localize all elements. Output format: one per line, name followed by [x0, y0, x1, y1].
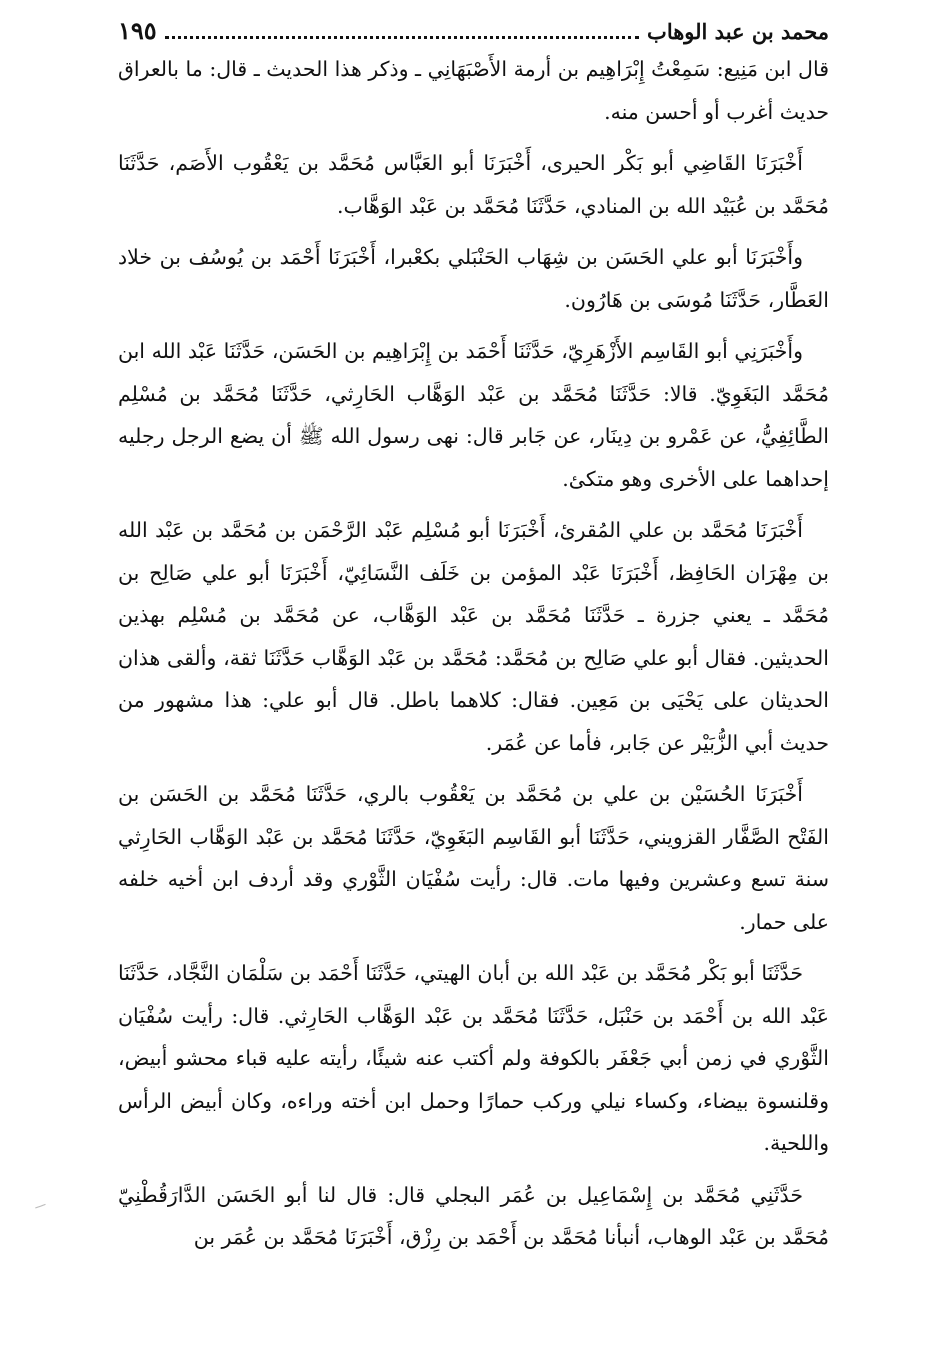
header-dotted-leader: [165, 16, 639, 39]
main-text: [118, 48, 829, 1259]
running-header: [118, 14, 829, 48]
paragraph-6: أَخْبَرَنَا الحُسَيْن بن علي بن مُحَمَّد بن يَعْقُوب بالري، حَدَّثَنَا مُحَمَّد بن الحَسَن بن الفَتْح الصَّفَّار القزويني، حَدَّثَنَا أبو القَاسِم البَغَوِيّ، حَدَّثَنَا مُحَمَّد بن عَبْد الوَهَّاب الحَارِثي سنة تسع وعشرين وفيها مات. قال: رأيت سُفْيَان الثَّوْري وقد أردف ابن أخيه خلفه على حمار.: [118, 782, 829, 934]
paragraph-2: أَخْبَرَنَا القَاضِي أبو بَكْر الحيرى، أَخْبَرَنَا أبو العَبَّاس مُحَمَّد بن يَعْقُوب الأَصَم، حَدَّثَنَا مُحَمَّد بن عُبَيْد الله بن المنادي، حَدَّثَنَا مُحَمَّد بن عَبْد الوَهَّاب.: [118, 151, 829, 218]
paragraph-8: حَدَّثَنِي مُحَمَّد بن إِسْمَاعِيل بن عُمَر البجلي قال: قال لنا أبو الحَسَن الدَّارَقُطْنِيّ مُحَمَّد بن عَبْد الوهاب، أنبأنا مُحَمَّد بن أَحْمَد بن رِزْق، أَخْبَرَنَا مُحَمَّد بن عُمَر بن: [118, 1182, 829, 1249]
paragraph-5: أَخْبَرَنَا مُحَمَّد بن علي المُقرئ، أَخْبَرَنَا أبو مُسْلِم عَبْد الرَّحْمَن بن مُحَمَّد بن عَبْد الله بن مِهْرَان الحَافِظ، أَخْبَرَنَا عَبْد المؤمن بن خَلَف النَّسَائِيّ، أَخْبَرَنَا أبو علي صَالِح بن مُحَمَّد ـ يعني جزرة ـ حَدَّثَنَا مُحَمَّد بن عَبْد الوَهَّاب، عن مُحَمَّد بن مُسْلِم بهذين الحديثين. فقال أبو علي صَالِح بن مُحَمَّد: مُحَمَّد بن عَبْد الوَهَّاب حَدَّثَنَا ثقة، وألقى هذان الحديثان على يَحْيَى بن مَعِين. فقال: كلاهما باطل. قال أبو علي: هذا مشهور من حديث أبي الزُّبَيْر عن جَابر، فأما عن عُمَر.: [118, 518, 829, 755]
header-title: محمد بن عبد الوهاب: [647, 19, 829, 44]
margin-scribble-mark: ـــ: [31, 1194, 47, 1212]
page-number: ١٩٥: [118, 16, 157, 45]
paragraph-3: وأَخْبَرَنَا أبو علي الحَسَن بن شِهَاب الحَنْبَلي بكعْبرا، أَخْبَرَنَا أَحْمَد بن يُوسُف بن خلاد العَطَّار، حَدَّثَنَا مُوسَى بن هَارُون.: [118, 245, 829, 312]
paragraph-4: وأَخْبَرَنِي أبو القَاسِم الأَزْهَرِيّ، حَدَّثَنَا أَحْمَد بن إِبْرَاهِيم بن الحَسَن، حَدَّثَنَا عَبْد الله ابن مُحَمَّد البَغَوِيّ. قالا: حَدَّثَنَا مُحَمَّد بن عَبْد الوَهَّاب الحَارِثي، حَدَّثَنَا مُحَمَّد بن مُسْلِم الطَّائِفِيُّ، عن عَمْرو بن دِينَار، عن جَابر قال: نهى رسول الله ﷺ أن يضع الرجل رجليه إحداهما على الأخرى وهو متكئ.: [118, 339, 829, 491]
paragraph-1: قال ابن مَنِيع: سَمِعْتُ إِبْرَاهِيم بن أرمة الأَصْبَهَانِي ـ وذكر هذا الحديث ـ قال: ما بالعراق حديث أغرب أو أحسن منه.: [118, 57, 829, 124]
paragraph-7: حَدَّثَنَا أبو بَكْر مُحَمَّد بن عَبْد الله بن أبان الهيتي، حَدَّثَنَا أَحْمَد بن سَلْمَان النَّجَّاد، حَدَّثَنَا عَبْد الله بن أَحْمَد بن حَنْبَل، حَدَّثَنَا مُحَمَّد بن عَبْد الوَهَّاب الحَارِثي. قال: رأيت سُفْيَان الثَّوْري في زمن أبي جَعْفَر بالكوفة ولم أكتب عنه شيئًا، رأيته عليه قباء محشو أبيض، وقلنسوة بيضاء، وكساء نيلي وركب حمارًا وحمل ابن أخته وراءه، وكان أبيض الرأس واللحية.: [118, 961, 829, 1155]
